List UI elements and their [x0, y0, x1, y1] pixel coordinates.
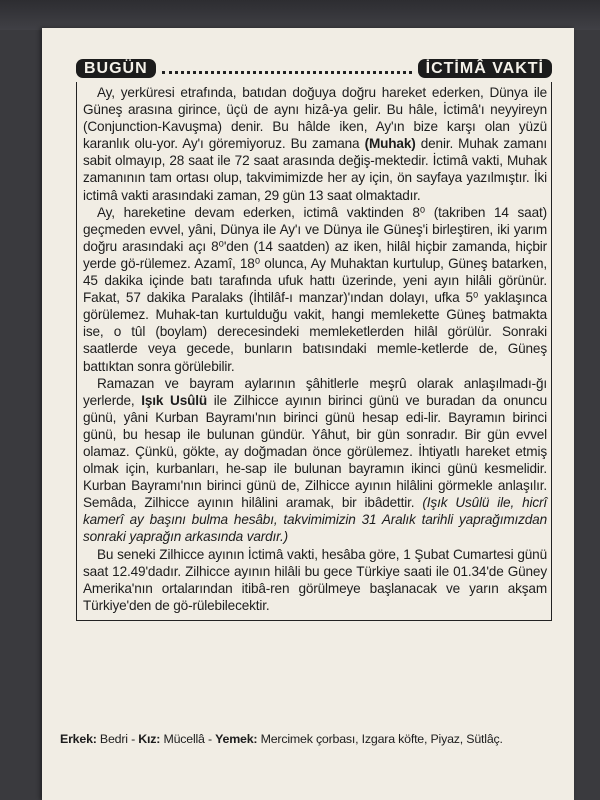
daily-footer	[60, 732, 560, 746]
paragraph-2: Ay, hareketine devam ederken, ictimâ vaktinden 8⁰ (takriben 14 saat) geçmeden evvel, yâni, Dünya ile Ay'ı ve Dünya ile Güneş'i birleştiren, iki yarım doğru arasındaki açı 8⁰'den (14 saatden) az iken, hilâl hiçbir zamanda, hiçbir yerde gö-rülemez. Azamî, 18⁰ olunca, Ay Muhaktan kurtulup, Güneş batarken, 45 dakika içinde batı tarafında ufuk hattı üzerinde, yeni ayın hilâli görünür. Fakat, 57 dakika Paralaks (İhtilâf-ı manzar)'ından dolayı, ufka 5⁰ yaklaşınca görülemez. Muhak-tan kurtulduğu vakit, hangi memlekette Güneş batmakta ise, o tûl (boylam) derecesindeki memleketlerden hilâl görülür. Sonraki saatlerde veya gecede, bunların batısındaki memle-ketlerde de, Güneş battıktan sonra görülebilir.	[83, 204, 547, 374]
paragraph-3-bold: Işık Usûlü	[141, 392, 208, 408]
header-title: İCTİMÂ VAKTİ	[418, 59, 552, 78]
header-today-label: BUGÜN	[76, 59, 156, 78]
paragraph-3-text-a: Ramazan ve bayram aylarının şâhitlerle meşrû olarak anlaşılmadı-ğı yerlerde,	[83, 375, 547, 408]
footer-erkek-value: Bedri -	[96, 732, 139, 746]
footer-yemek-value: Mercimek çorbası, Izgara köfte, Piyaz, Sütlâç.	[257, 732, 503, 746]
paragraph-1-bold: (Muhak)	[364, 136, 416, 152]
paragraph-1-text-a: Ay, yerküresi etrafında, batıdan doğuya doğru hareket ederken, Dünya ile Güneş arasına girince, üçü de aynı hizâ-ya gelir. Bu hâle, İctimâ'ı neyyireyn (Conjunction-Kavuşma) denir. Bu hâlde iken, Ay'ın bize karşı olan yüzü karanlık olu-yor. Ay'ı göremiyoruz. Bu zamana	[83, 85, 547, 152]
footer-kiz-label: Kız:	[138, 732, 161, 746]
background	[0, 0, 600, 30]
footer-erkek-label: Erkek:	[60, 732, 97, 746]
footer-yemek-label: Yemek:	[215, 732, 258, 746]
paragraph-1	[83, 84, 547, 204]
paragraph-4: Bu seneki Zilhicce ayının İctimâ vakti, hesâba göre, 1 Şubat Cumartesi günü saat 12.49'dadır. Zilhicce ayının hilâli bu gece Türkiye saati ile 01.34'de Güney Amerika'nın ortalarından itibâ-ren görülmeye başlanacak ve yarın akşam Türkiye'den de gö-rülebilecektir.	[83, 546, 547, 613]
article-header	[76, 58, 552, 78]
paragraph-1-text-b: denir. Muhak zamanı sabit olmayıp, 28 saat ile 72 saat arasında değiş-mektedir. İctimâ vakti, Muhak zamanının tam ortası olup, takvimimizde her ay için, ön sayfaya yazılmıştır. İki ictimâ vakti arasındaki zaman, 29 gün 13 saat olmaktadır.	[83, 136, 547, 203]
header-dotted-rule	[162, 63, 412, 74]
calendar-leaf	[42, 28, 574, 800]
article-body	[76, 82, 552, 621]
paragraph-3-italic: (Işık Usûlü ile, hicrî kamerî ay başını bulma hesâbı, takvimimizin 31 Aralık tarihli yaprağımızdan sonraki yaprağın arkasında vardır.)	[83, 495, 547, 545]
paragraph-3-text-b: ile Zilhicce ayının birinci günü ve buradan da onuncu günü, yâni Kurban Bayramı'nın birinci günü hesap edi-lir. Bayramın birinci günü, bu hesap ile bulunan gündür. Yâhut, bir gün sonradır. Bir gün evvel olamaz. Çünkü, gökte, ay doğmadan önce görülemez. İhtiyatlı hareket etmiş olmak için, kurbanları, he-sap ile bulunan bayramın ikinci günü kesmelidir. Kurban Bayramı'nın birinci günü de, Zilhicce ayının hilâlini görmekle anlaşılır. Semâda, Zilhicce ayının hilâlini aramak, bir ibâdettir.	[83, 392, 548, 511]
article	[76, 58, 552, 621]
footer-kiz-value: Mücellâ -	[160, 732, 216, 746]
paragraph-3	[83, 375, 547, 546]
